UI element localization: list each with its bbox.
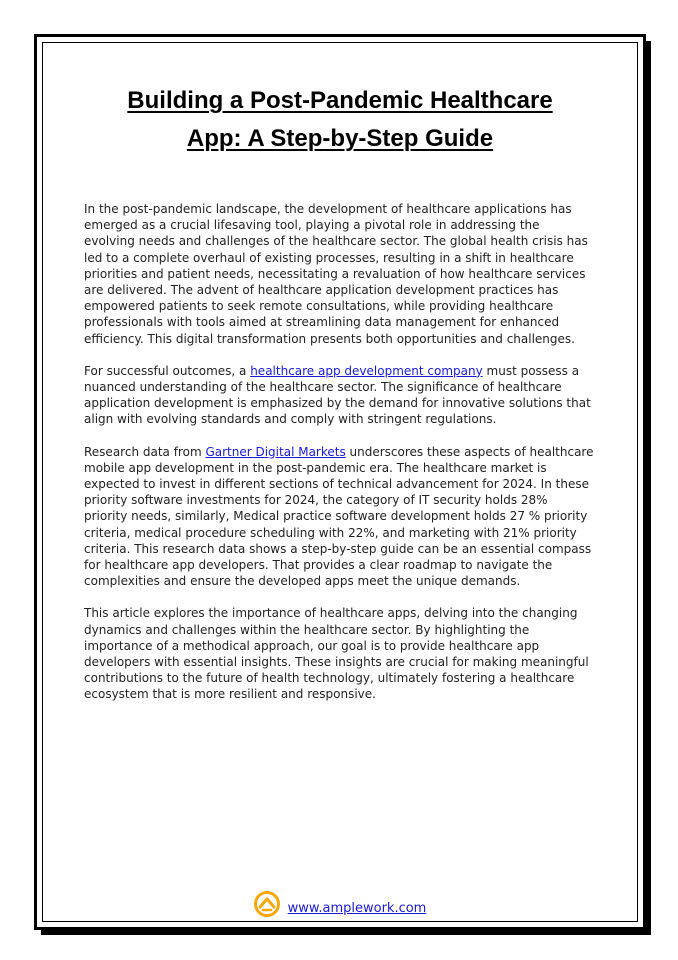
gartner-link[interactable]: Gartner Digital Markets <box>205 444 346 459</box>
paragraph-research-after: underscores these aspects of healthcare mobile app development in the post-pandemic era. The healthcare market is expected to invest in different sections of technical advancement for 2024. In these priority software investments for 2024, the category of IT security holds 28% priority needs, similarly, Medical practice software development holds 27 % priority criteria, medical procedure scheduling with 22%, and marketing with 21% priority criteria. This research data shows a step-by-step guide can be an essential compass for healthcare app developers. That provides a clear roadmap to navigate the complexities and ensure the developed apps meet the unique demands. <box>84 444 594 589</box>
paragraph-research <box>84 444 594 590</box>
footer <box>37 889 643 919</box>
paragraph-outcomes <box>84 363 594 428</box>
healthcare-company-link[interactable]: healthcare app development company <box>250 363 483 378</box>
page-frame <box>34 34 646 930</box>
title-line-2: App: A Step-by-Step Guide <box>186 125 494 152</box>
paragraph-outcomes-after: must possess a nuanced understanding of the healthcare sector. The significance of healthcare application development is emphasized by the demand for innovative solutions that align with evolving standards and comply with stringent regulations. <box>84 363 591 427</box>
website-link[interactable]: www.amplework.com <box>287 900 427 916</box>
article-body <box>84 201 594 719</box>
paragraph-research-before: Research data from <box>84 444 206 459</box>
paragraph-intro: In the post-pandemic landscape, the development of healthcare applications has emerged as a crucial lifesaving tool, playing a pivotal role in addressing the evolving needs and challenges of the healthcare sector. The global health crisis has led to a complete overhaul of existing processes, resulting in a shift in healthcare priorities and patient needs, necessitating a revaluation of how healthcare services are delivered. The advent of healthcare application development practices has empowered patients to seek remote consultations, while providing healthcare professionals with tools aimed at streamlining data management for enhanced efficiency. This digital transformation presents both opportunities and challenges. <box>84 202 588 346</box>
title-line-1: Building a Post-Pandemic Healthcare <box>127 87 553 114</box>
paragraph-outcomes-before: For successful outcomes, a <box>84 363 251 378</box>
page-title <box>37 82 643 158</box>
amplework-logo-icon <box>254 891 280 917</box>
paragraph-article: This article explores the importance of healthcare apps, delving into the changing dynamics and challenges within the healthcare sector. By highlighting the importance of a methodical approach, our goal is to provide healthcare app developers with essential insights. These insights are crucial for making meaningful contributions to the future of health technology, ultimately fostering a healthcare ecosystem that is more resilient and responsive. <box>84 606 589 702</box>
